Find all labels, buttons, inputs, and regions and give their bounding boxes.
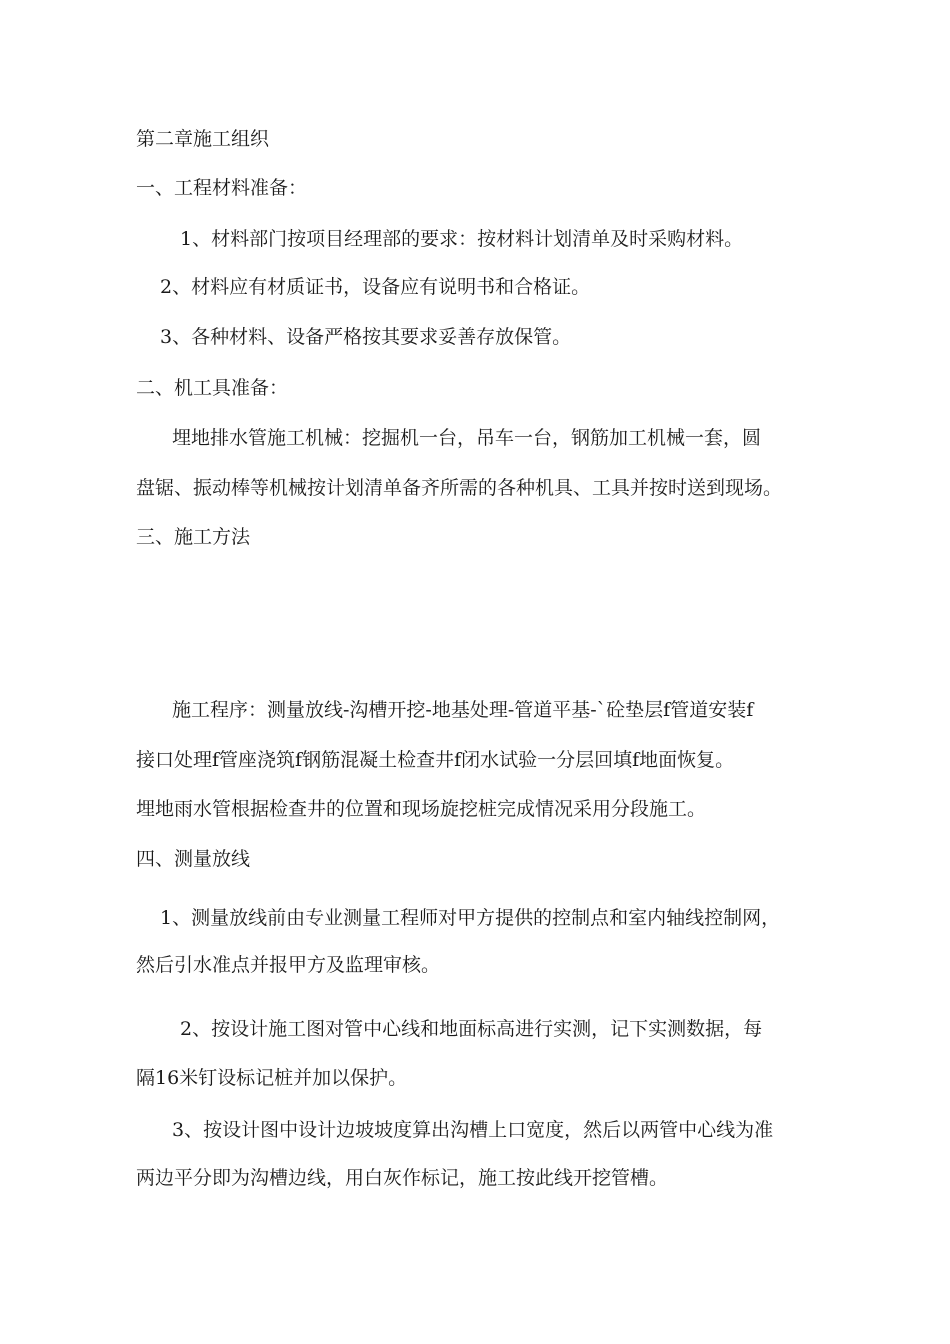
materials-item-1: 1、材料部门按项目经理部的要求：按材料计划清单及时采购材料。 — [180, 228, 744, 250]
section-heading-equipment: 二、机工具准备： — [136, 377, 289, 399]
procedure-line-3: 埋地雨水管根据检查井的位置和现场旋挖桩完成情况采用分段施工。 — [136, 798, 707, 820]
materials-item-2: 2、材料应有材质证书，设备应有说明书和合格证。 — [160, 276, 591, 298]
chapter-title: 第二章施工组织 — [136, 128, 270, 150]
section-heading-materials: 一、工程材料准备： — [136, 177, 308, 199]
section-heading-survey: 四、测量放线 — [136, 848, 251, 870]
procedure-line-1: 施工程序：测量放线-沟槽开挖-地基处理-管道平基-`砼垫层f管道安装f — [172, 699, 754, 721]
section-heading-method: 三、施工方法 — [136, 526, 251, 548]
survey-item-2-line-1: 2、按设计施工图对管中心线和地面标高进行实测，记下实测数据，每 — [180, 1018, 763, 1040]
procedure-line-2: 接口处理f管座浇筑f钢筋混凝土检查井f闭水试验一分层回填f地面恢复。 — [136, 749, 735, 771]
survey-item-3-line-2: 两边平分即为沟槽边线，用白灰作标记，施工按此线开挖管槽。 — [136, 1167, 669, 1189]
equipment-paragraph-line-2: 盘锯、振动棒等机械按计划清单备齐所需的各种机具、工具并按时送到现场。 — [136, 477, 783, 499]
survey-item-1-line-2: 然后引水准点并报甲方及监理审核。 — [136, 954, 441, 976]
materials-item-3: 3、各种材料、设备严格按其要求妥善存放保管。 — [160, 326, 572, 348]
survey-item-2-line-2: 隔16米钉设标记桩并加以保护。 — [136, 1067, 408, 1089]
equipment-paragraph-line-1: 埋地排水管施工机械：挖掘机一台，吊车一台，钢筋加工机械一套，圆 — [172, 427, 762, 449]
survey-item-1-line-1: 1、测量放线前由专业测量工程师对甲方提供的控制点和室内轴线控制网， — [160, 907, 781, 929]
survey-item-3-line-1: 3、按设计图中设计边坡坡度算出沟槽上口宽度，然后以两管中心线为准 — [172, 1119, 774, 1141]
